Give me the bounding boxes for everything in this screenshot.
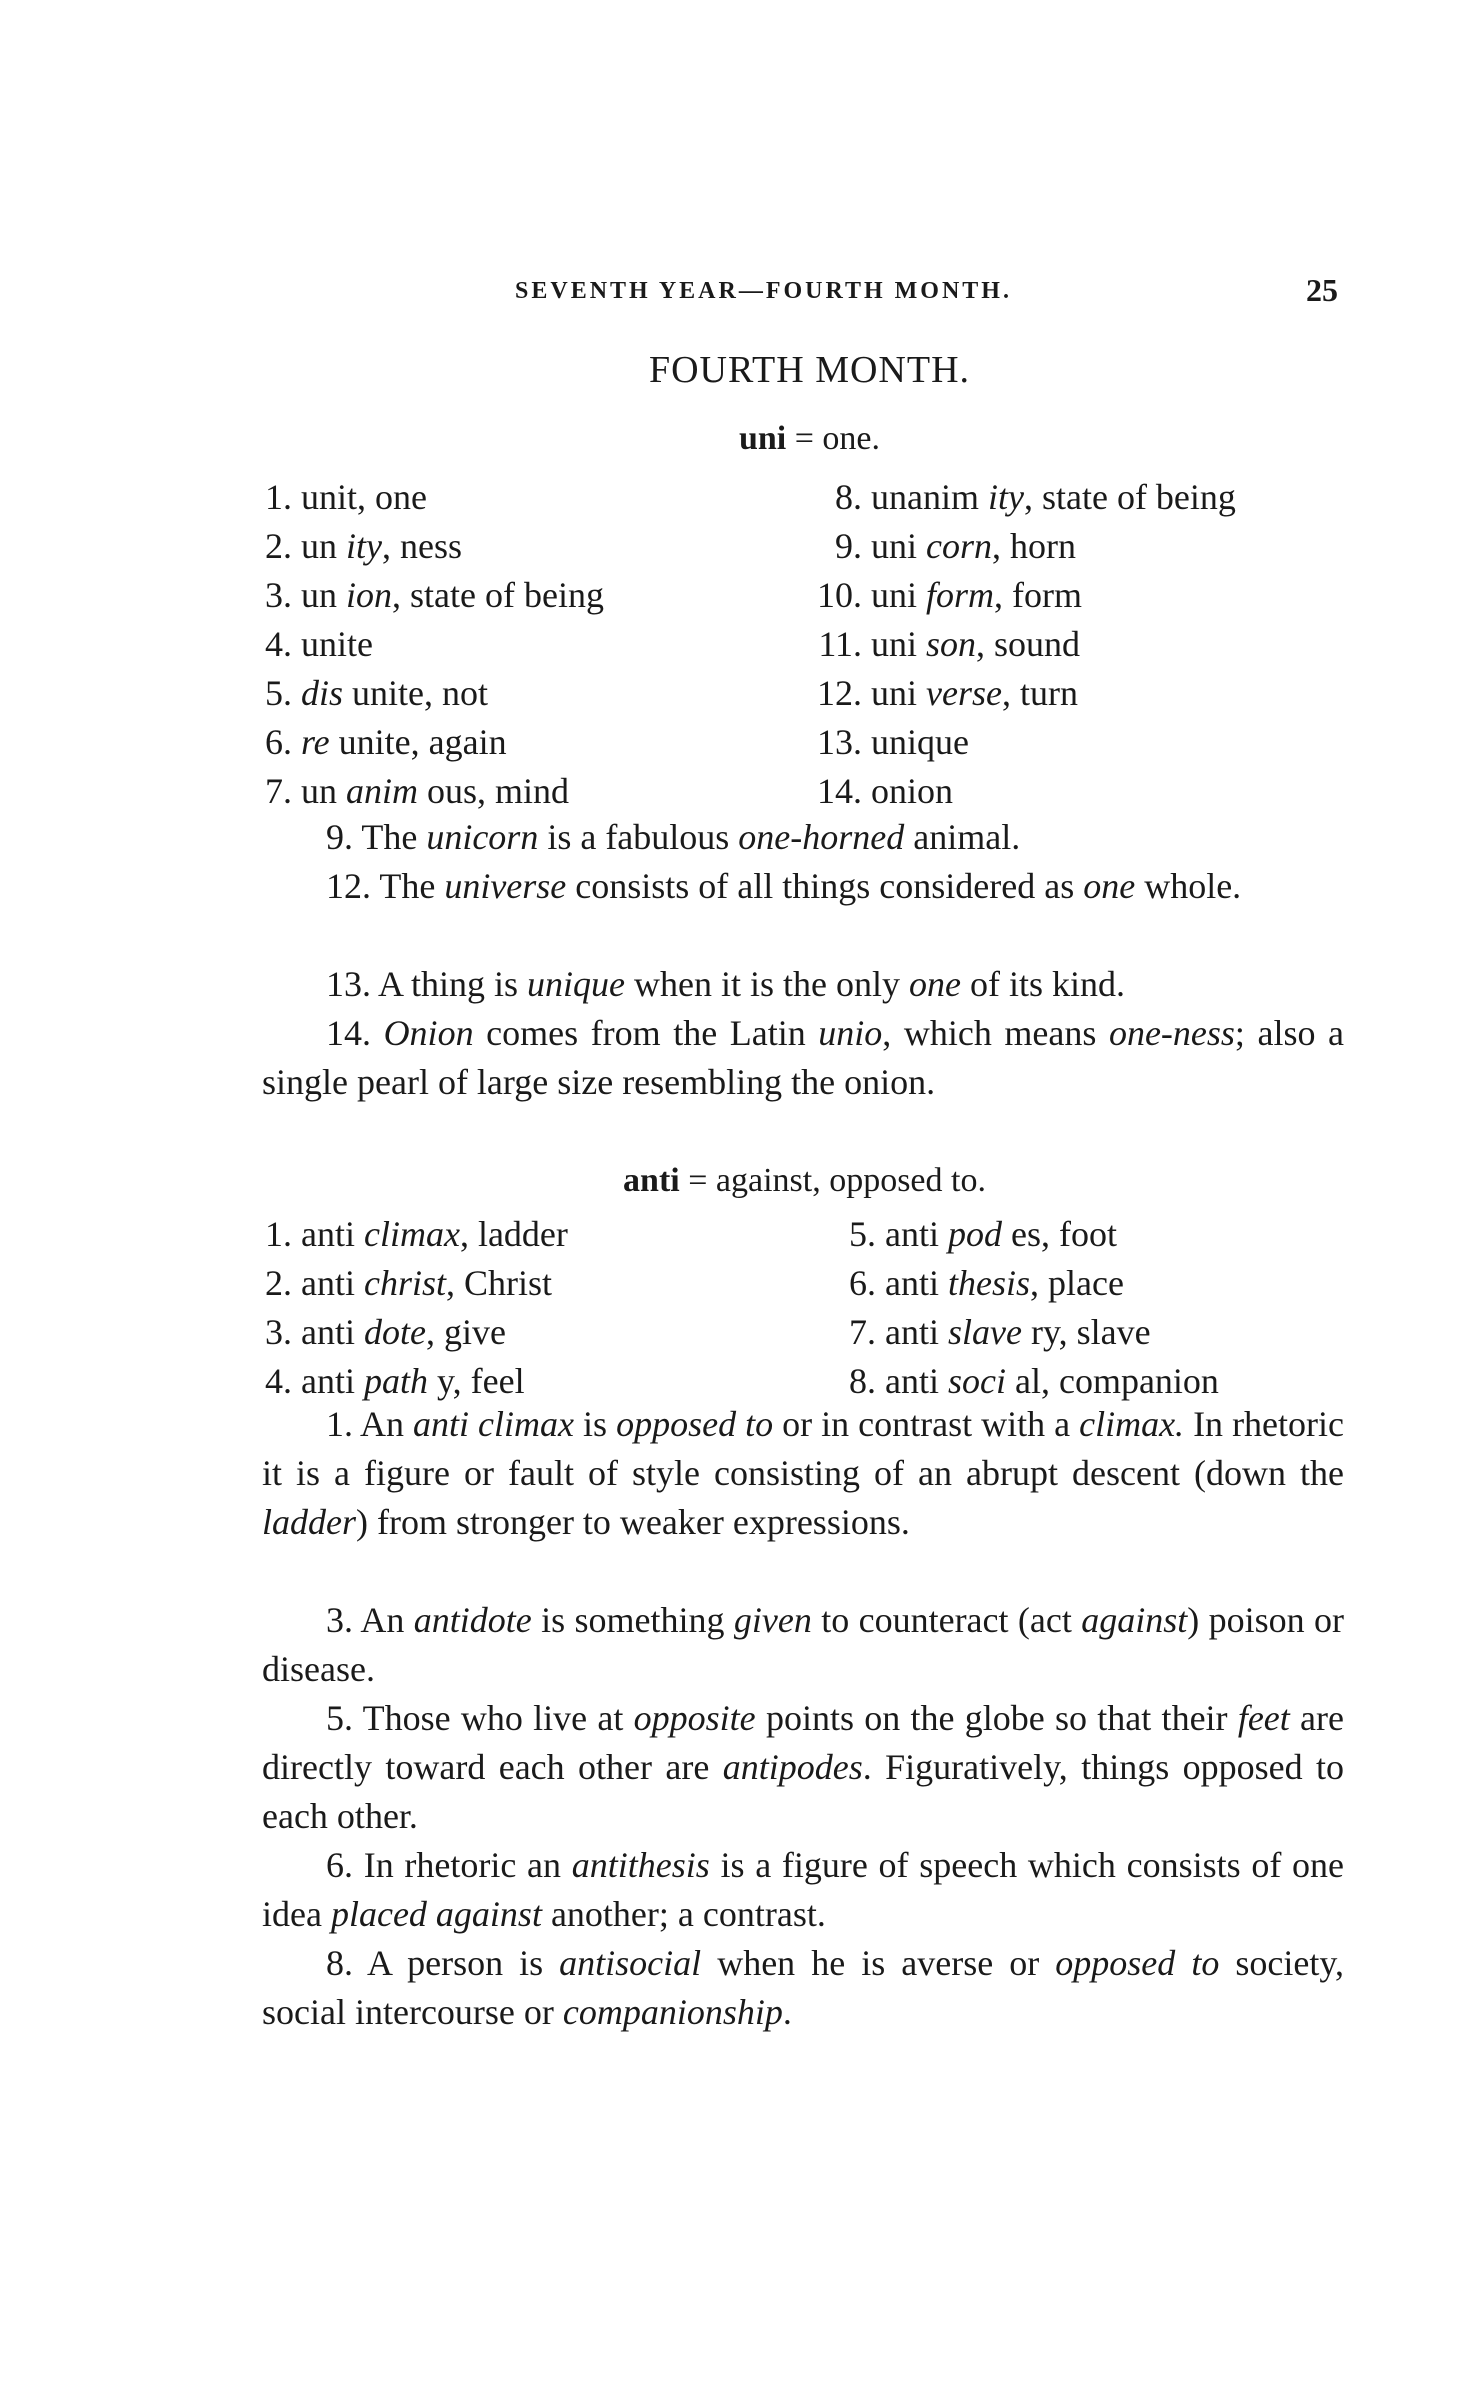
emphasized-term: antipodes [722, 1747, 863, 1787]
page-number: 25 [1306, 272, 1338, 308]
word-root-part: slave [947, 1312, 1022, 1352]
word-root-part: path [363, 1361, 428, 1401]
word-number: 8. [849, 1361, 876, 1401]
word-number: 6. [265, 722, 292, 762]
emphasized-term: antithesis [571, 1845, 710, 1885]
word-number: 6. [849, 1263, 876, 1303]
word-root-part: anim [346, 771, 418, 811]
emphasized-term: opposite [633, 1698, 756, 1738]
explanation-paragraph: 13. A thing is unique when it is the only one of its kind. [326, 964, 1126, 1004]
emphasized-term: against [1081, 1600, 1188, 1640]
word-number: 3. [265, 1312, 292, 1352]
explanation-paragraph: 8. A person is antisocial when he is averse or opposed to society, social intercourse or companionship. [262, 1943, 1344, 2032]
word-item: 11. uni son, sound [800, 620, 1236, 669]
word-number: 5. [849, 1214, 876, 1254]
word-list-uni-right [800, 473, 1236, 816]
word-item: 13. unique [800, 718, 1236, 767]
word-number: 1. [265, 1214, 292, 1254]
word-root-part: re [301, 722, 330, 762]
emphasized-term: placed against [330, 1894, 542, 1934]
explanation-paragraph: 3. An antidote is something given to counteract (act against) poison or disease. [262, 1600, 1344, 1689]
word-list-uni-left [262, 473, 604, 816]
root-meaning: = against, opposed to. [688, 1162, 986, 1199]
emphasized-term: one-horned [738, 817, 905, 857]
word-root-part: verse [926, 673, 1002, 713]
word-item: 6. anti thesis, place [846, 1259, 1219, 1308]
word-root-part: ion [346, 575, 393, 615]
emphasized-term: opposed to [616, 1404, 774, 1444]
emphasized-term: antisocial [559, 1943, 702, 1983]
word-root-part: pod [947, 1214, 1002, 1254]
word-item: 4. anti path y, feel [262, 1357, 568, 1406]
word-item: 5. dis unite, not [262, 669, 604, 718]
explanation-paragraph: 9. The unicorn is a fabulous one-horned animal. [326, 817, 1021, 857]
emphasized-term: unicorn [426, 817, 539, 857]
word-item: 9. uni corn, horn [800, 522, 1236, 571]
emphasized-term: companionship [562, 1992, 783, 2032]
emphasized-term: ladder [262, 1502, 356, 1542]
word-root-part: son [926, 624, 977, 664]
word-root-part: thesis [947, 1263, 1030, 1303]
word-root-part: dis [301, 673, 344, 713]
explanation-paragraph: 14. Onion comes from the Latin unio, which means one-ness; also a single pearl of large size resembling the onion. [262, 1013, 1344, 1102]
emphasized-term: climax. [1079, 1404, 1185, 1444]
word-item: 14. onion [800, 767, 1236, 816]
emphasized-term: unio [818, 1013, 883, 1053]
word-item: 8. anti soci al, companion [846, 1357, 1219, 1406]
explanation-paragraph: 6. In rhetoric an antithesis is a figure of speech which consists of one idea placed against another; a contrast. [262, 1845, 1344, 1934]
emphasized-term: antidote [413, 1600, 532, 1640]
word-number: 2. [265, 526, 292, 566]
emphasized-term: opposed to [1055, 1943, 1220, 1983]
word-item: 10. uni form, form [800, 571, 1236, 620]
word-item: 7. un anim ous, mind [262, 767, 604, 816]
word-number: 4. [265, 1361, 292, 1401]
word-item: 5. anti pod es, foot [846, 1210, 1219, 1259]
section-title: FOURTH MONTH. [648, 349, 971, 391]
emphasized-term: given [733, 1600, 812, 1640]
word-number: 11. [818, 624, 862, 664]
root-word: uni [738, 420, 787, 457]
word-number: 12. [817, 673, 862, 713]
word-number: 13. [817, 722, 862, 762]
emphasized-term: unique [527, 964, 626, 1004]
word-number: 7. [849, 1312, 876, 1352]
word-root-part: soci [947, 1361, 1006, 1401]
root-heading-anti [0, 1162, 1469, 1200]
emphasized-term: feet [1237, 1698, 1290, 1738]
word-number: 9. [835, 526, 862, 566]
word-number: 1. [265, 477, 292, 517]
word-item: 12. uni verse, turn [800, 669, 1236, 718]
root-heading-uni [0, 420, 1469, 458]
word-root-part: form [926, 575, 995, 615]
word-root-part: corn [926, 526, 993, 566]
root-meaning: = one. [794, 420, 881, 457]
emphasized-term: universe [444, 866, 567, 906]
root-word: anti [623, 1162, 680, 1199]
word-number: 7. [265, 771, 292, 811]
word-number: 10. [817, 575, 862, 615]
emphasized-term: one [1083, 866, 1136, 906]
explanation-paragraph: 1. An anti climax is opposed to or in contrast with a climax. In rhetoric it is a figure or fault of style consisting of an abrupt descent (down the ladder) from stronger to weaker expressions. [262, 1404, 1345, 1542]
word-number: 5. [265, 673, 292, 713]
word-item: 3. un ion, state of being [262, 571, 604, 620]
word-item: 4. unite [262, 620, 604, 669]
explanation-paragraph: 5. Those who live at opposite points on the globe so that their feet are directly toward each other are antipodes. Figuratively, things opposed to each other. [262, 1698, 1345, 1836]
word-root-part: climax [363, 1214, 460, 1254]
emphasized-term: Onion [383, 1013, 474, 1053]
word-item: 8. unanim ity, state of being [800, 473, 1236, 522]
word-list-anti-right [846, 1210, 1219, 1406]
explanation-paragraph: 12. The universe consists of all things considered as one whole. [326, 866, 1242, 906]
word-number: 14. [817, 771, 862, 811]
word-root-part: dote [363, 1312, 426, 1352]
word-root-part: ity [987, 477, 1024, 517]
word-item: 1. anti climax, ladder [262, 1210, 568, 1259]
emphasized-term: one-ness [1108, 1013, 1235, 1053]
word-item: 3. anti dote, give [262, 1308, 568, 1357]
emphasized-term: anti climax [413, 1404, 575, 1444]
word-item: 7. anti slave ry, slave [846, 1308, 1219, 1357]
word-item: 1. unit, one [262, 473, 604, 522]
word-list-anti-left [262, 1210, 568, 1406]
emphasized-term: one [909, 964, 961, 1004]
word-number: 3. [265, 575, 292, 615]
word-item: 2. anti christ, Christ [262, 1259, 568, 1308]
word-number: 8. [835, 477, 862, 517]
word-root-part: christ [363, 1263, 446, 1303]
word-item: 6. re unite, again [262, 718, 604, 767]
word-root-part: ity [346, 526, 382, 566]
word-item: 2. un ity, ness [262, 522, 604, 571]
running-head: SEVENTH YEAR—FOURTH MONTH. [515, 278, 1012, 304]
word-number: 4. [265, 624, 292, 664]
word-number: 2. [265, 1263, 292, 1303]
